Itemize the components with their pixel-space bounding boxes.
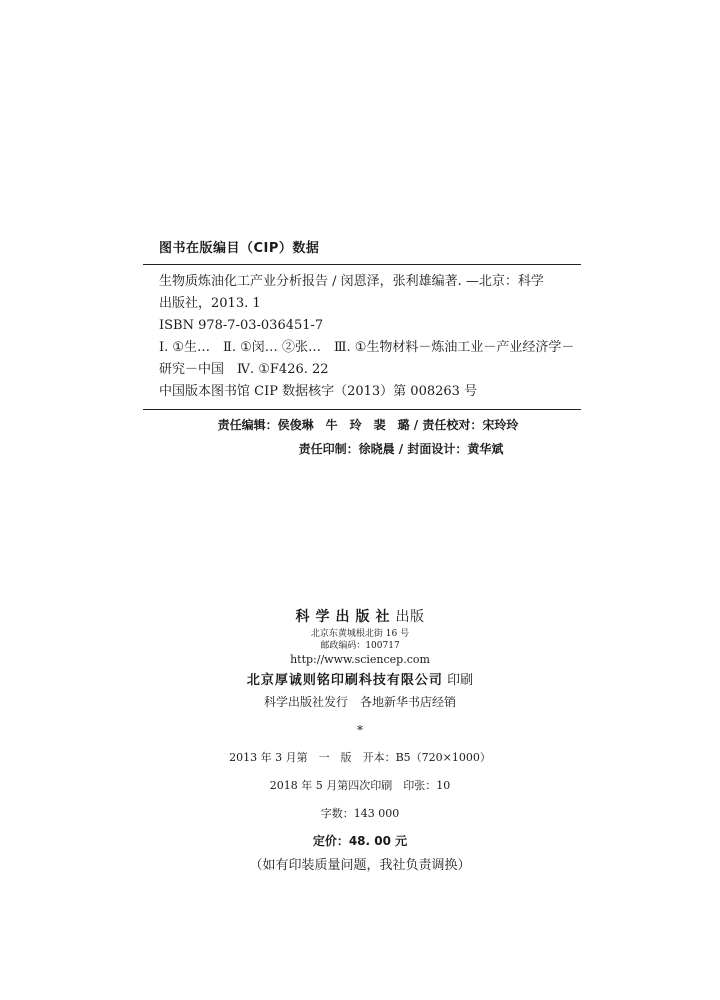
- credits-production: 责任印制：徐晓晨 / 封面设计：黄华斌: [298, 442, 504, 456]
- printer-line: [0, 670, 720, 692]
- cip-heading: 图书在版编目（CIP）数据: [159, 241, 320, 256]
- publisher-name: [0, 606, 720, 628]
- printer-name: 北京厚诚则铭印刷科技有限公司: [246, 673, 443, 688]
- publisher-name-bold: 科学出版社: [295, 609, 396, 625]
- separator-asterisk: *: [357, 723, 363, 737]
- cip-bottom-rule: [143, 409, 581, 410]
- quality-note: （如有印装质量问题，我社负责调换）: [249, 858, 471, 873]
- credits-block: [143, 413, 581, 461]
- publisher-postcode: 邮政编码：100717: [320, 641, 400, 651]
- printer-suffix: 印刷: [442, 673, 474, 688]
- publisher-url: http://www.sciencep.com: [290, 653, 430, 666]
- distribution-line: 科学出版社发行 各地新华书店经销: [263, 695, 456, 709]
- publisher-name-suffix: 出版: [395, 609, 425, 625]
- cip-classification-line-1: Ⅰ. ①生… Ⅱ. ①闵… ②张… Ⅲ. ①生物材料－炼油工业－产业经济学－: [159, 340, 575, 355]
- publisher-address: 北京东黄城根北街 16 号: [310, 629, 410, 639]
- publisher-block: [0, 606, 720, 878]
- cip-body: [143, 265, 581, 409]
- cip-classification-line-2: 研究－中国 Ⅳ. ①F426. 22: [159, 362, 329, 377]
- edition-line: 2013 年 3 月第 一 版 开本：B5（720×1000）: [229, 751, 491, 764]
- word-count: 字数：143 000: [320, 807, 400, 820]
- printing-line: 2018 年 5 月第四次印刷 印张：10: [269, 779, 451, 792]
- price: 定价：48. 00 元: [312, 834, 408, 848]
- cip-isbn: ISBN 978-7-03-036451-7: [159, 318, 324, 333]
- cip-data-block: [143, 238, 581, 461]
- credits-editors: 责任编辑：侯俊琳 牛 玲 裴 璐 / 责任校对：宋玲玲: [217, 418, 519, 432]
- cip-title-line-1: 生物质炼油化工产业分析报告 / 闵恩泽，张利雄编著. —北京：科学: [159, 274, 544, 289]
- cip-title-line-2: 出版社，2013. 1: [159, 296, 261, 311]
- cip-record-number: 中国版本图书馆 CIP 数据核字（2013）第 008263 号: [159, 384, 478, 399]
